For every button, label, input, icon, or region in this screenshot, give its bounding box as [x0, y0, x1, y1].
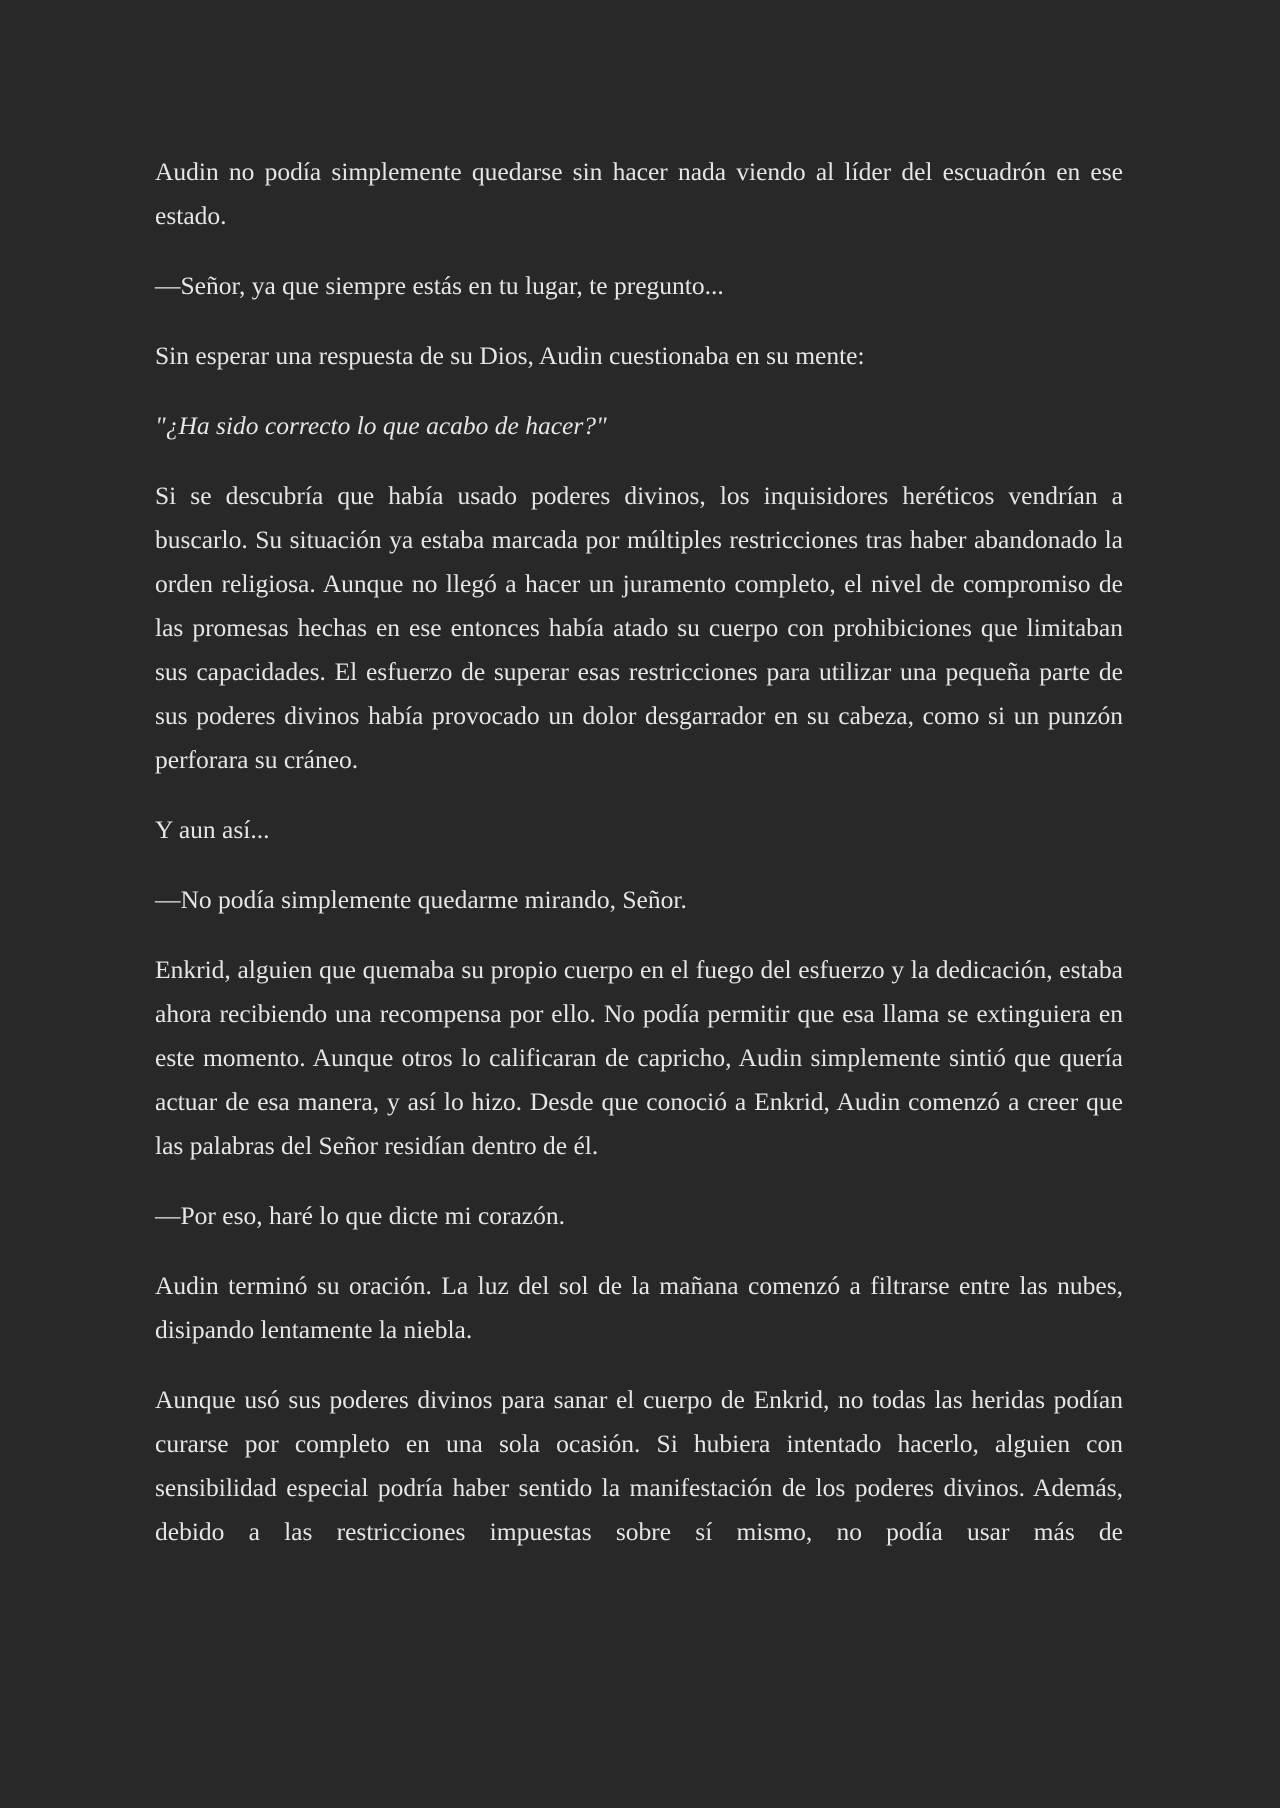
inner-thought: "¿Ha sido correcto lo que acabo de hacer?" [155, 411, 607, 440]
paragraph: Si se descubría que había usado poderes divinos, los inquisidores heréticos vendrían a buscarlo. Su situación ya estaba marcada por múltiples restricciones tras haber abandonado la orden religiosa. Aunque no llegó a hacer un juramento completo, el nivel de compromiso de las promesas hechas en ese entonces había atado su cuerpo con prohibiciones que limitaban sus capacidades. El esfuerzo de superar esas restricciones para utilizar una pequeña parte de sus poderes divinos había provocado un dolor desgarrador en su cabeza, como si un punzón perforara su cráneo. [155, 481, 1123, 774]
paragraph: Y aun así... [155, 815, 270, 844]
dialogue-line: —Señor, ya que siempre estás en tu lugar, te pregunto... [155, 271, 724, 300]
paragraph: Enkrid, alguien que quemaba su propio cuerpo en el fuego del esfuerzo y la dedicación, estaba ahora recibiendo una recompensa por ello. No podía permitir que esa llama se extinguiera en este momento. Aunque otros lo calificaran de capricho, Audin simplemente sintió que quería actuar de esa manera, y así lo hizo. Desde que conoció a Enkrid, Audin comenzó a creer que las palabras del Señor residían dentro de él. [155, 955, 1123, 1160]
paragraph: Sin esperar una respuesta de su Dios, Audin cuestionaba en su mente: [155, 341, 865, 370]
dialogue-line: —No podía simplemente quedarme mirando, Señor. [155, 885, 687, 914]
paragraph: Aunque usó sus poderes divinos para sanar el cuerpo de Enkrid, no todas las heridas podían curarse por completo en una sola ocasión. Si hubiera intentado hacerlo, alguien con sensibilidad especial podría haber sentido la manifestación de los poderes divinos. Además, debido a las restricciones impuestas sobre sí mismo, no podía usar más de [155, 1385, 1123, 1546]
paragraph: Audin terminó su oración. La luz del sol de la mañana comenzó a filtrarse entre las nubes, disipando lentamente la niebla. [155, 1271, 1123, 1344]
chapter-text [155, 150, 1123, 1580]
dialogue-line: —Por eso, haré lo que dicte mi corazón. [155, 1201, 565, 1230]
paragraph: Audin no podía simplemente quedarse sin hacer nada viendo al líder del escuadrón en ese estado. [155, 157, 1123, 230]
